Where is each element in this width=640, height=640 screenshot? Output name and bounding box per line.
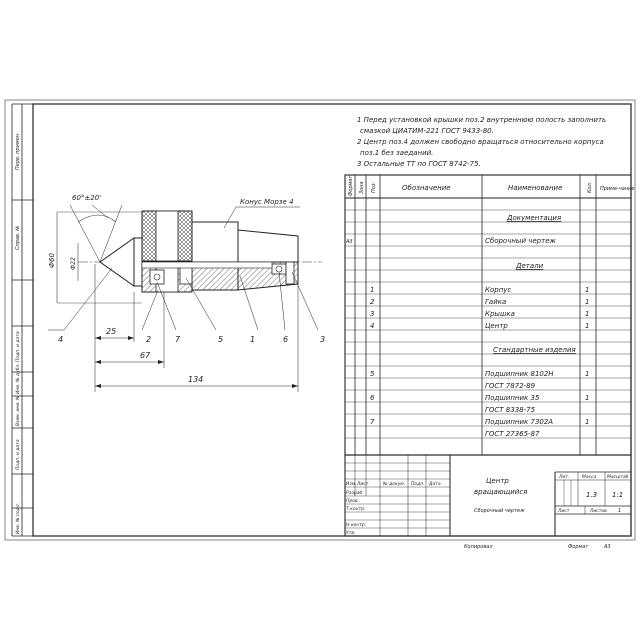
note-line-3: 2 Центр поз.4 должен свободно вращаться относительно корпуса [357,138,604,146]
tb-col-izm: Изм. [346,482,357,487]
tb-row-razrab: Разраб. [346,491,364,496]
tb-row-nkontr: Н.контр. [346,523,367,528]
std-name: Подшипник 35 [485,394,540,402]
std-qty: 1 [585,394,590,402]
sheet-edge [5,100,635,540]
callout-4: 4 [58,335,64,344]
footer-format: А3 [604,544,611,550]
note-line-5: 3 Остальные ТТ по ГОСТ 8742-75. [357,160,481,168]
tb-row-tkontr: Т.контр. [346,507,366,512]
part-pos: 4 [370,322,375,330]
spec-header-qty: Кол. [587,181,593,193]
part-qty: 1 [585,286,590,294]
callout-1: 1 [250,335,256,344]
part-qty: 1 [585,310,590,318]
taper-label: Конус Морзе 4 [240,198,294,206]
angle-label: 60°±20' [72,194,102,202]
std-name: Подшипник 7302А [485,418,554,426]
note-line-1: 1 Перед установкой крышки поз.2 внутреннюю полость заполнить [357,116,607,124]
dia-outer-label: Ф60 [48,253,56,268]
part-qty: 1 [585,322,590,330]
title-block-text [346,474,629,536]
callout-6: 6 [283,335,289,344]
note-line-4: поз.1 без заеданий. [360,149,434,157]
std-pos: 7 [370,418,375,426]
part-name: Гайка [485,298,507,306]
part-name: Корпус [485,286,512,294]
footer-format-label: Формат [568,544,589,550]
center-cone [100,238,134,286]
part-qty: 1 [585,298,590,306]
technical-notes [357,116,606,168]
bearing-7 [150,270,164,284]
spec-header-designation: Обозначение [402,184,451,192]
part-pos: 3 [370,310,375,318]
morse-taper-top [238,230,298,262]
spec-std-rows [370,370,589,438]
dia-inner-label: Ф22 [70,257,77,270]
tb-col-date: Дата [429,482,441,487]
side-label-vzam-inv: Взам. инв. № [16,395,21,426]
std-standard: ГОСТ 27365-87 [485,430,540,438]
drawing-frame [33,104,631,536]
tb-col-list: Лист [357,482,369,487]
side-label-perv-primen: Перв. примен. [15,132,21,170]
assembly-view [48,194,325,392]
spec-header-note: Приме-чание [600,186,635,192]
side-label-inv-podl: Инв. № подл. [16,502,21,534]
part-name: Центр [485,322,508,330]
tb-sheet-label: Лист [558,509,570,514]
part-pos: 1 [370,286,375,294]
tb-mass-label: Масса [582,475,597,480]
std-standard: ГОСТ 8338-75 [485,406,536,414]
tb-lit-label: Лит. [559,475,570,480]
spec-header-pos: Поз. [371,181,377,193]
callout-5: 5 [218,335,224,344]
std-name: Подшипник 8102Н [485,370,554,378]
spec-section-docs: Документация [507,214,562,222]
std-qty: 1 [585,418,590,426]
tb-col-sign: Подп. [411,482,425,487]
callout-3: 3 [320,335,326,344]
dim-134: 134 [188,375,204,384]
cover-3 [286,262,294,284]
spec-doc-format: А3 [346,239,353,245]
dim-25: 25 [106,327,117,336]
tb-doc-type: Сборочный чертеж [474,508,525,514]
spec-header-zone: Зона [359,181,365,194]
part-pos: 2 [370,298,375,306]
spec-header-format: Формат [348,175,354,196]
tb-name-line2: вращающийся [474,488,528,496]
side-label-podp-data1: Подп. и дата [16,331,21,362]
spec-doc-name: Сборочный чертеж [485,237,556,245]
tb-mass: 1.3 [586,491,598,499]
std-standard: ГОСТ 7872-89 [485,382,536,390]
callout-2: 2 [146,335,152,344]
callout-7: 7 [175,335,181,344]
std-pos: 5 [370,370,375,378]
spec-section-parts: Детали [516,262,544,270]
spec-header-name: Наименование [508,184,563,192]
std-qty: 1 [585,370,590,378]
footer-copied: Копировал [464,544,493,550]
side-label-inv-dubl: Инв. № дубл. [16,363,21,394]
tb-row-utv: Утв. [346,531,356,536]
spec-parts-rows [370,286,589,330]
bearing-5 [180,266,192,284]
side-label-podp-data2: Подп. и дата [16,439,21,470]
spec-section-std: Стандартные изделия [493,346,576,354]
tb-sheets-label: Листов [590,509,607,514]
tb-scale-label: Масштаб [607,475,629,480]
note-line-2: смазкой ЦИАТИМ-221 ГОСТ 9433-80. [360,127,494,135]
tb-scale: 1:1 [612,491,624,499]
side-label-sprav: Справ. № [15,225,21,250]
tb-name-line1: Центр [486,477,509,485]
tb-row-prov: Пров. [346,499,360,504]
housing-top [192,222,238,262]
part-name: Крышка [485,310,515,318]
std-pos: 6 [370,394,375,402]
dim-67: 67 [140,351,151,360]
tb-sheets: 1 [618,508,622,514]
tb-col-doc: № докум. [383,482,406,487]
